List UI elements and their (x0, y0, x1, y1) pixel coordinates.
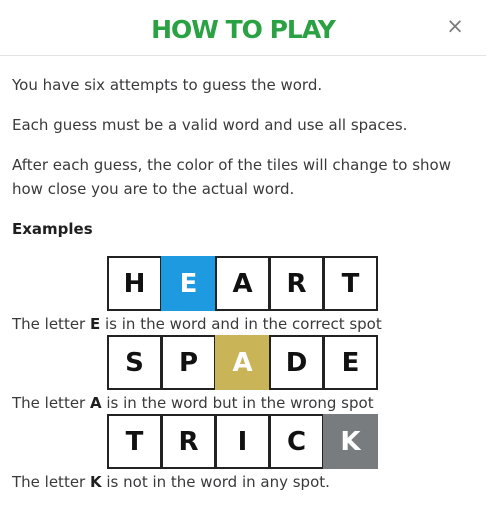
tile-correct: E (161, 256, 216, 311)
caption-suffix: is in the word and in the correct spot (100, 315, 382, 333)
example-caption-present (12, 393, 482, 413)
tile: T (107, 414, 162, 469)
close-icon[interactable]: × (446, 14, 464, 38)
caption-letter: A (90, 394, 102, 412)
caption-prefix: The letter (12, 315, 90, 333)
caption-letter: K (90, 473, 102, 491)
caption-suffix: is in the word but in the wrong spot (101, 394, 374, 412)
caption-letter: E (90, 315, 101, 333)
tile: R (161, 414, 216, 469)
caption-prefix: The letter (12, 473, 90, 491)
tile: S (107, 335, 162, 390)
instruction-valid-word: Each guess must be a valid word and use all spaces. (12, 116, 408, 134)
instruction-attempts: You have six attempts to guess the word. (12, 76, 323, 94)
tile-present: A (215, 335, 270, 390)
tile: C (269, 414, 324, 469)
tile: H (107, 256, 162, 311)
example-caption-correct (12, 314, 482, 334)
instruction-tile-colors: After each guess, the color of the tiles will change to show how close you are to the actual word. (12, 156, 451, 198)
tile-absent: K (323, 414, 378, 469)
tile: A (215, 256, 270, 311)
tile: E (323, 335, 378, 390)
example-row-trick (107, 414, 382, 469)
example-caption-absent (12, 472, 482, 492)
tile: I (215, 414, 270, 469)
examples-heading: Examples (12, 220, 93, 238)
tile: P (161, 335, 216, 390)
modal-title: HOW TO PLAY (151, 15, 335, 44)
caption-prefix: The letter (12, 394, 90, 412)
tile: R (269, 256, 324, 311)
modal-header (0, 0, 486, 56)
example-row-heart (107, 256, 382, 311)
caption-suffix: is not in the word in any spot. (101, 473, 330, 491)
example-row-spade (107, 335, 382, 390)
tile: T (323, 256, 378, 311)
tile: D (269, 335, 324, 390)
